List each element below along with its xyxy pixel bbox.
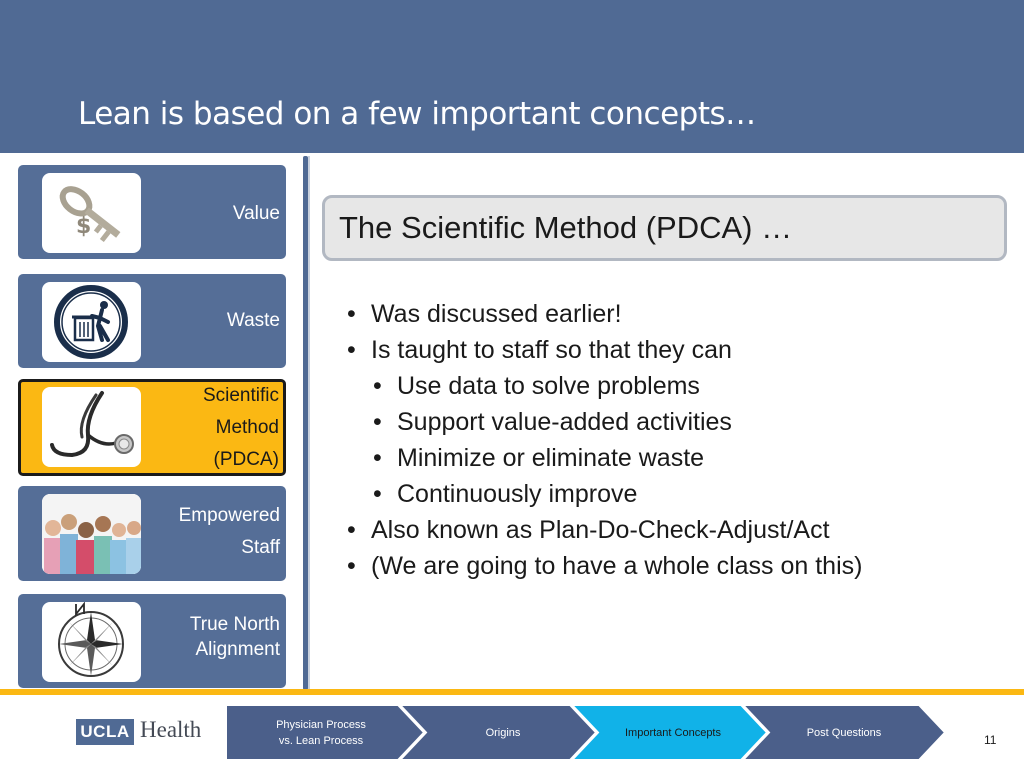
sidebar-item-label: Empowered [178, 505, 280, 526]
sidebar-item-label: Method [215, 417, 279, 438]
callout-heading: The Scientific Method (PDCA) … [339, 210, 793, 245]
vertical-divider-shadow [308, 156, 310, 690]
breadcrumb-step-origins[interactable] [426, 705, 580, 760]
sidebar-item-label: (PDCA) [213, 449, 279, 470]
sidebar-item-label: Staff [241, 537, 280, 558]
slide-header [0, 0, 1024, 153]
breadcrumb-step-label: vs. Lean Process [278, 734, 364, 747]
svg-text:$: $ [76, 214, 92, 239]
trash-disposal-icon [42, 282, 141, 362]
sidebar-item-label: Waste [226, 310, 280, 331]
list-item: • Minimize or eliminate waste [373, 440, 1007, 476]
sidebar-item-label: Scientific [202, 385, 279, 406]
logo-health: Health [140, 717, 202, 742]
stethoscope-icon [42, 387, 141, 467]
logo-ucla: UCLA [76, 719, 134, 745]
key-dollar-icon [42, 173, 141, 253]
sidebar-item-true-north[interactable] [18, 594, 286, 688]
list-item: • Continuously improve [373, 476, 1007, 512]
sidebar-item-value[interactable] [18, 165, 286, 259]
list-item: • (We are going to have a whole class on this) [347, 548, 1007, 584]
list-item: • Also known as Plan-Do-Check-Adjust/Act [347, 512, 1007, 548]
breadcrumb-step-label: Important Concepts [625, 726, 721, 739]
breadcrumb [226, 705, 946, 760]
sidebar-item-waste[interactable] [18, 274, 286, 368]
breadcrumb-step-label: Physician Process [276, 718, 366, 731]
breadcrumb-step-physician-process[interactable] [236, 705, 406, 760]
sidebar-item-label: True North [189, 614, 280, 635]
breadcrumb-step-label: Origins [485, 726, 521, 739]
sidebar-item-label: Alignment [195, 639, 280, 660]
list-item: • Support value-added activities [373, 404, 1007, 440]
sidebar-item-scientific-method[interactable] [18, 379, 286, 476]
list-item: • Is taught to staff so that they can [347, 332, 1007, 368]
slide-title: Lean is based on a few important concepts… [78, 96, 756, 132]
breadcrumb-step-post-questions[interactable] [769, 705, 919, 760]
breadcrumb-step-label: Post Questions [806, 726, 882, 739]
list-item: • Was discussed earlier! [347, 296, 1007, 332]
section-callout [322, 195, 1007, 261]
compass-rose-icon [42, 602, 141, 682]
list-item: • Use data to solve problems [373, 368, 1007, 404]
bullet-list [347, 296, 1007, 584]
page-number: 11 [984, 733, 997, 747]
breadcrumb-step-important-concepts[interactable] [598, 705, 748, 760]
sidebar-item-empowered-staff[interactable] [18, 486, 286, 581]
sidebar-item-label: Value [232, 203, 280, 224]
staff-group-photo [42, 494, 141, 574]
